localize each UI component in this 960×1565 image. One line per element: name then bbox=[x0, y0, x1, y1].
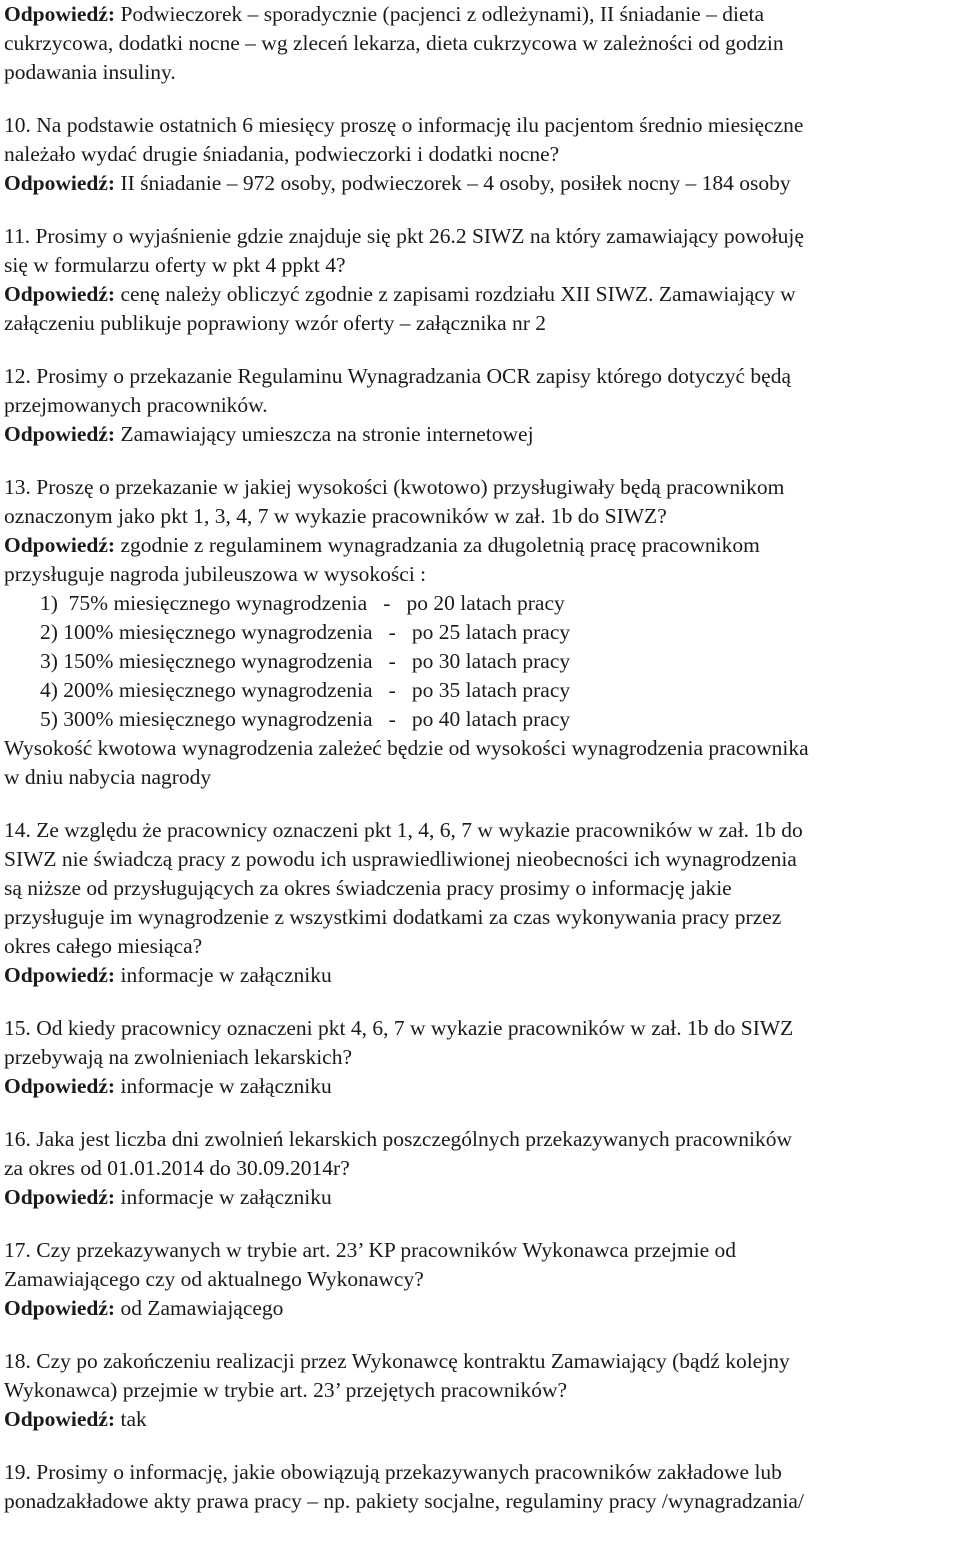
answer-11: Odpowiedź: cenę należy obliczyć zgodnie z zapisami rozdziału XII SIWZ. Zamawiający w bbox=[4, 282, 796, 306]
answer-15: Odpowiedź: informacje w załączniku bbox=[4, 1074, 332, 1098]
answer-label: Odpowiedź: bbox=[4, 533, 116, 557]
list-item: 3) 150% miesięcznego wynagrodzenia - po 30 latach pracy bbox=[40, 649, 571, 673]
question-line: Zamawiającego czy od aktualnego Wykonawcy? bbox=[4, 1267, 424, 1291]
document-page bbox=[4, 0, 956, 1516]
answer-label: Odpowiedź: bbox=[4, 2, 116, 26]
answer-14: Odpowiedź: informacje w załączniku bbox=[4, 963, 332, 987]
intro-answer bbox=[4, 0, 956, 87]
answer-16: Odpowiedź: informacje w załączniku bbox=[4, 1185, 332, 1209]
question-line: 17. Czy przekazywanych w trybie art. 23’ KP pracowników Wykonawca przejmie od bbox=[4, 1238, 737, 1262]
answer-label: Odpowiedź: bbox=[4, 171, 116, 195]
question-17 bbox=[4, 1236, 956, 1323]
answer-10: Odpowiedź: II śniadanie – 972 osoby, podwieczorek – 4 osoby, posiłek nocny – 184 osoby bbox=[4, 171, 791, 195]
question-line: 18. Czy po zakończeniu realizacji przez Wykonawcę kontraktu Zamawiający (bądź kolejny bbox=[4, 1349, 790, 1373]
question-line: przejmowanych pracowników. bbox=[4, 393, 268, 417]
question-16 bbox=[4, 1125, 956, 1212]
question-line: SIWZ nie świadczą pracy z powodu ich usprawiedliwionej nieobecności ich wynagrodzenia bbox=[4, 847, 797, 871]
question-line: należało wydać drugie śniadania, podwieczorki i dodatki nocne? bbox=[4, 142, 560, 166]
question-line: oznaczonym jako pkt 1, 3, 4, 7 w wykazie pracowników w zał. 1b do SIWZ? bbox=[4, 504, 667, 528]
question-line: 16. Jaka jest liczba dni zwolnień lekarskich poszczególnych przekazywanych pracowników bbox=[4, 1127, 793, 1151]
intro-line-1: Odpowiedź: Podwieczorek – sporadycznie (pacjenci z odleżynami), II śniadanie – dieta bbox=[4, 2, 764, 26]
answer-17: Odpowiedź: od Zamawiającego bbox=[4, 1296, 284, 1320]
question-line: 11. Prosimy o wyjaśnienie gdzie znajduje się pkt 26.2 SIWZ na który zamawiający powołuję bbox=[4, 224, 804, 248]
list-item: 1) 75% miesięcznego wynagrodzenia - po 20 latach pracy bbox=[40, 591, 565, 615]
intro-line-2: cukrzycowa, dodatki nocne – wg zleceń lekarza, dieta cukrzycowa w zależności od godzin bbox=[4, 31, 784, 55]
question-12 bbox=[4, 362, 956, 449]
answer-13-after: Wysokość kwotowa wynagrodzenia zależeć będzie od wysokości wynagrodzenia pracownika bbox=[4, 736, 809, 760]
question-line: 12. Prosimy o przekazanie Regulaminu Wynagradzania OCR zapisy którego dotyczyć będą bbox=[4, 364, 791, 388]
answer-12: Odpowiedź: Zamawiający umieszcza na stronie internetowej bbox=[4, 422, 534, 446]
intro-line-3: podawania insuliny. bbox=[4, 60, 176, 84]
answer-label: Odpowiedź: bbox=[4, 422, 116, 446]
question-line: się w formularzu oferty w pkt 4 ppkt 4? bbox=[4, 253, 346, 277]
question-10 bbox=[4, 111, 956, 198]
question-line: 15. Od kiedy pracownicy oznaczeni pkt 4, 6, 7 w wykazie pracowników w zał. 1b do SIWZ bbox=[4, 1016, 794, 1040]
answer-11-line-2: załączeniu publikuje poprawiony wzór oferty – załącznika nr 2 bbox=[4, 311, 547, 335]
question-19 bbox=[4, 1458, 956, 1516]
question-line: 14. Ze względu że pracownicy oznaczeni pkt 1, 4, 6, 7 w wykazie pracowników w zał. 1b do bbox=[4, 818, 803, 842]
question-line: za okres od 01.01.2014 do 30.09.2014r? bbox=[4, 1156, 350, 1180]
answer-label: Odpowiedź: bbox=[4, 1296, 116, 1320]
question-line: Wykonawca) przejmie w trybie art. 23’ przejętych pracowników? bbox=[4, 1378, 568, 1402]
answer-18: Odpowiedź: tak bbox=[4, 1407, 147, 1431]
question-18 bbox=[4, 1347, 956, 1434]
question-13 bbox=[4, 473, 956, 792]
answer-label: Odpowiedź: bbox=[4, 282, 116, 306]
list-item: 5) 300% miesięcznego wynagrodzenia - po 40 latach pracy bbox=[40, 707, 571, 731]
list-item: 4) 200% miesięcznego wynagrodzenia - po 35 latach pracy bbox=[40, 678, 571, 702]
question-15 bbox=[4, 1014, 956, 1101]
answer-label: Odpowiedź: bbox=[4, 1407, 116, 1431]
question-14 bbox=[4, 816, 956, 990]
question-line: przysługuje im wynagrodzenie z wszystkimi dodatkami za czas wykonywania pracy przez bbox=[4, 905, 782, 929]
question-line: przebywają na zwolnieniach lekarskich? bbox=[4, 1045, 353, 1069]
answer-label: Odpowiedź: bbox=[4, 1185, 116, 1209]
answer-label: Odpowiedź: bbox=[4, 1074, 116, 1098]
answer-13-after-2: w dniu nabycia nagrody bbox=[4, 765, 212, 789]
question-line: ponadzakładowe akty prawa pracy – np. pakiety socjalne, regulaminy pracy /wynagradzania/ bbox=[4, 1489, 804, 1513]
question-line: 10. Na podstawie ostatnich 6 miesięcy proszę o informację ilu pacjentom średnio miesięczne bbox=[4, 113, 804, 137]
answer-label: Odpowiedź: bbox=[4, 963, 116, 987]
question-line: okres całego miesiąca? bbox=[4, 934, 203, 958]
answer-13: Odpowiedź: zgodnie z regulaminem wynagradzania za długoletnią pracę pracownikom bbox=[4, 533, 760, 557]
question-11 bbox=[4, 222, 956, 338]
answer-13-line-2: przysługuje nagroda jubileuszowa w wysokości : bbox=[4, 562, 427, 586]
question-line: są niższe od przysługujących za okres świadczenia pracy prosimy o informację jakie bbox=[4, 876, 732, 900]
question-line: 19. Prosimy o informację, jakie obowiązują przekazywanych pracowników zakładowe lub bbox=[4, 1460, 782, 1484]
question-line: 13. Proszę o przekazanie w jakiej wysokości (kwotowo) przysługiwały będą pracownikom bbox=[4, 475, 785, 499]
jubilee-list bbox=[4, 589, 956, 734]
list-item: 2) 100% miesięcznego wynagrodzenia - po 25 latach pracy bbox=[40, 620, 571, 644]
